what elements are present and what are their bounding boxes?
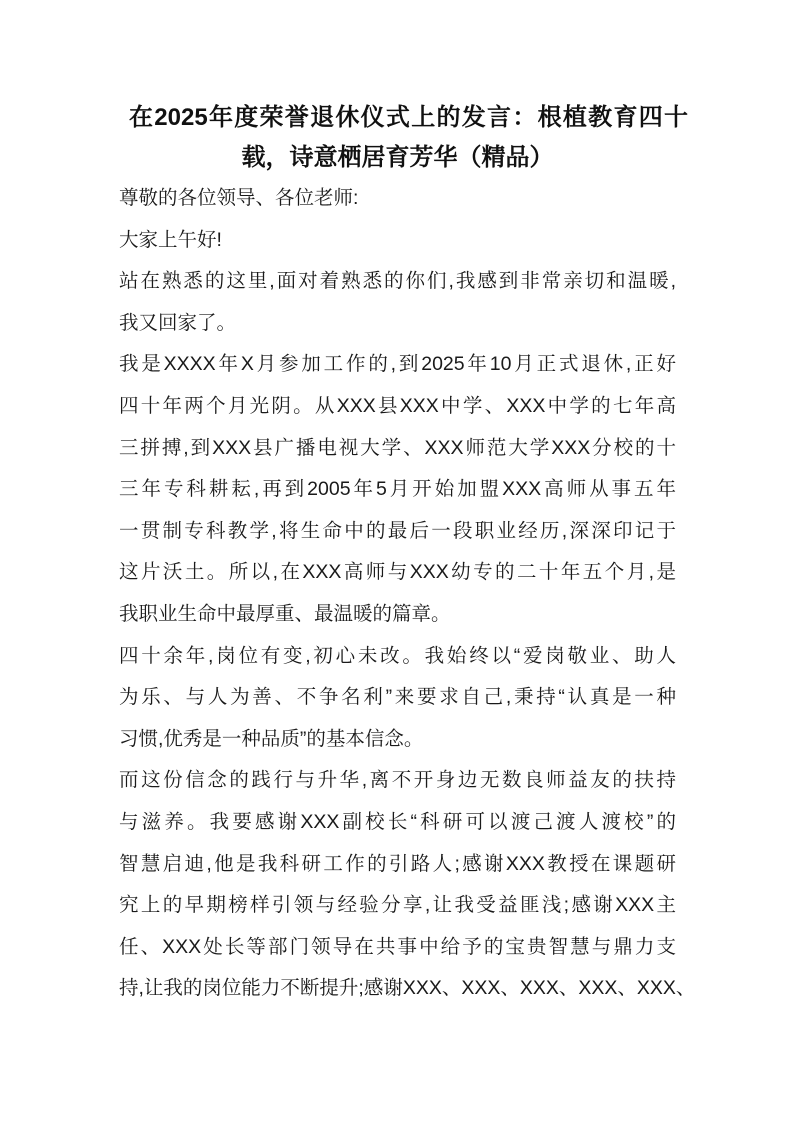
text-line: 任、XXX处长等部门领导在共事中给予的宝贵智慧与鼎力支 [119,935,676,958]
text-line: 持,让我的岗位能力不断提升;感谢XXX、XXX、XXX、XXX、XXX、 [119,977,696,1000]
text-line: 智慧启迪,他是我科研工作的引路人;感谢XXX教授在课题研 [119,852,676,875]
document-body [119,178,696,1010]
paragraph [119,760,696,1010]
text-line: 一贯制专科教学,将生命中的最后一段职业经历,深深印记于 [119,519,676,542]
text-line: 四十年两个月光阴。从XXX县XXX中学、XXX中学的七年高 [119,394,676,417]
paragraph [119,636,676,761]
text-line: 三拼搏,到XXX县广播电视大学、XXX师范大学XXX分校的十 [119,436,676,459]
text-line: 与滋养。我要感谢XXX副校长“科研可以渡己渡人渡校”的 [119,810,676,833]
text-line: 而这份信念的践行与升华,离不开身边无数良师益友的扶持 [119,769,676,792]
title-line: 载，诗意栖居育芳华（精品） [241,144,554,171]
paragraph [119,261,676,344]
text-line: 三年专科耕耘,再到2005年5月开始加盟XXX高师从事五年 [119,478,676,501]
text-line: 尊敬的各位领导、各位老师: [119,187,359,209]
text-line: 我职业生命中最厚重、最温暖的篇章。 [119,602,451,625]
text-line: 习惯,优秀是一种品质”的基本信念。 [119,727,424,750]
text-line: 四十余年,岗位有变,初心未改。我始终以“爱岗敬业、助人 [119,644,676,667]
document-title [119,98,688,178]
paragraph [119,220,676,262]
text-line: 这片沃土。所以,在XXX高师与XXX幼专的二十年五个月,是 [119,561,676,584]
text-line: 我是XXXX年X月参加工作的,到2025年10月正式退休,正好 [119,353,676,376]
paragraph [119,344,676,635]
paragraph [119,178,676,220]
document-page [119,98,696,1010]
text-line: 究上的早期榜样引领与经验分享,让我受益匪浅;感谢XXX主 [119,894,676,917]
text-line: 大家上午好! [119,228,222,251]
title-line: 在2025年度荣誉退休仪式上的发言：根植教育四十 [129,104,688,131]
text-line: 为乐、与人为善、不争名利”来要求自己,秉持“认真是一种 [119,686,676,709]
text-line: 我又回家了。 [119,311,237,334]
text-line: 站在熟悉的这里,面对着熟悉的你们,我感到非常亲切和温暖, [119,270,676,293]
